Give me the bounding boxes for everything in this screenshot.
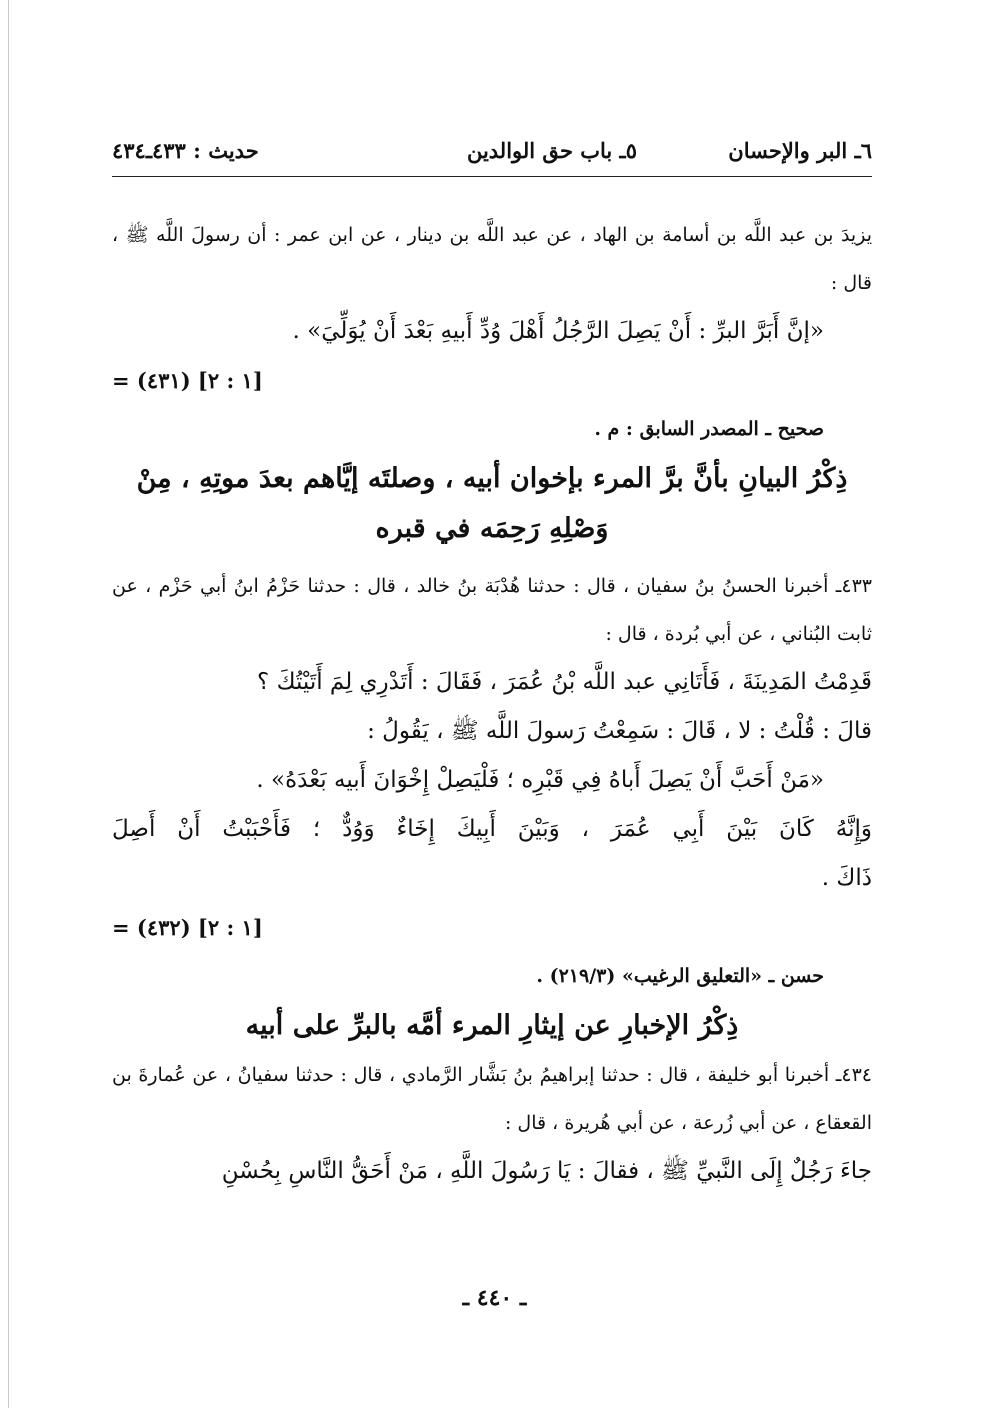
hadith-433-line-3: «مَنْ أَحَبَّ أَنْ يَصِلَ أَباهُ فِي قَبْرِه ؛ فَلْيَصِلْ إِخْوَانَ أَبيه بَعْدَهُ» . [256,767,824,793]
hadith-431-reference: = (٤٣١) [١ : ٢] [112,368,263,393]
narration-433: ٤٣٣ـ أخبرنا الحسنُ بنُ سفيان ، قال : حدثنا هُدْبَة بنُ خالد ، قال : حدثنا حَزْمُ ابنُ أبي حَزْم ، عن ثابت البُناني ، عن أبي بُردة ، قال : [112,575,872,645]
narration-434: ٤٣٤ـ أخبرنا أبو خليفة ، قال : حدثنا إبراهيمُ بنُ بَشَّار الرَّمادي ، قال : حدثنا سفيانُ ، عن عُمارةَ بن القعقاع ، عن أبي زُرعة ، عن أبي هُريرة ، قال : [112,1064,872,1134]
hadith-431-grade: صحيح ـ المصدر السابق : م . [594,418,824,440]
hadith-431-text: «إنَّ أَبَرَّ البرِّ : أَنْ يَصِلَ الرَّجُلُ أَهْلَ وُدِّ أَبيهِ بَعْدَ أَنْ يُوَلِّيَ» . [292,318,824,344]
narration-continued: يزيدَ بن عبد اللَّه بن أسامة بن الهاد ، عن عبد اللَّه بن دينار ، عن ابن عمر : أن رسولَ اللَّه ﷺ ، قال : [112,224,872,294]
hadith-433-line-4: وَإِنَّهُ كَانَ بَيْنَ أَبِي عُمَرَ ، وَبَيْنَ أَبِيكَ إِخَاءٌ وَوُدٌّ ؛ فَأَحْبَبْتُ أَنْ أَصِلَ [112,816,872,842]
chapter-heading-2: ذِكْرُ الإخبارِ عن إيثارِ المرء أمَّه بالبرِّ على أبيه [245,1010,739,1041]
header-chapter-title: ٥ـ باب حق الوالدين [466,138,637,163]
hadith-433-line-1: قَدِمْتُ المَدِينَةَ ، فَأَتَانِي عبد اللَّه بْنُ عُمَرَ ، فَقَالَ : أَتَدْرِي لِمَ أَتَيْتُكَ ؟ [257,669,872,695]
hadith-432-reference: = (٤٣٢) [١ : ٢] [112,915,263,940]
header-hadith-range: حديث : ٤٣٣ـ٤٣٤ [112,138,259,163]
chapter-heading-1: ذِكْرُ البيانِ بأنَّ برَّ المرء بإخوان أبيه ، وصلتَه إيَّاهم بعدَ موتِهِ ، مِنْ وَصْلِهِ رَحِمَه في قبره [136,463,848,544]
page-body [112,130,872,1196]
hadith-432-grade: حسن ـ «التعليق الرغيب» (٢١٩/٣) . [536,965,824,987]
hadith-433-line-2: قالَ : قُلْتُ : لا ، قَالَ : سَمِعْتُ رَسولَ اللَّه ﷺ ، يَقُولُ : [367,718,872,744]
running-header [112,130,872,172]
margin-rule [8,0,9,1408]
hadith-434-line-1: جاءَ رَجُلٌ إِلَى النَّبيِّ ﷺ ، فقالَ : يَا رَسُولَ اللَّهِ ، مَنْ أَحَقُّ النَّاسِ بِحُسْنِ [221,1158,872,1184]
header-book-title: ٦ـ البر والإحسان [728,138,872,163]
page-number: ـ ٤٤٠ ـ [462,1285,527,1311]
hadith-433-line-5: ذَاكَ . [821,865,872,891]
